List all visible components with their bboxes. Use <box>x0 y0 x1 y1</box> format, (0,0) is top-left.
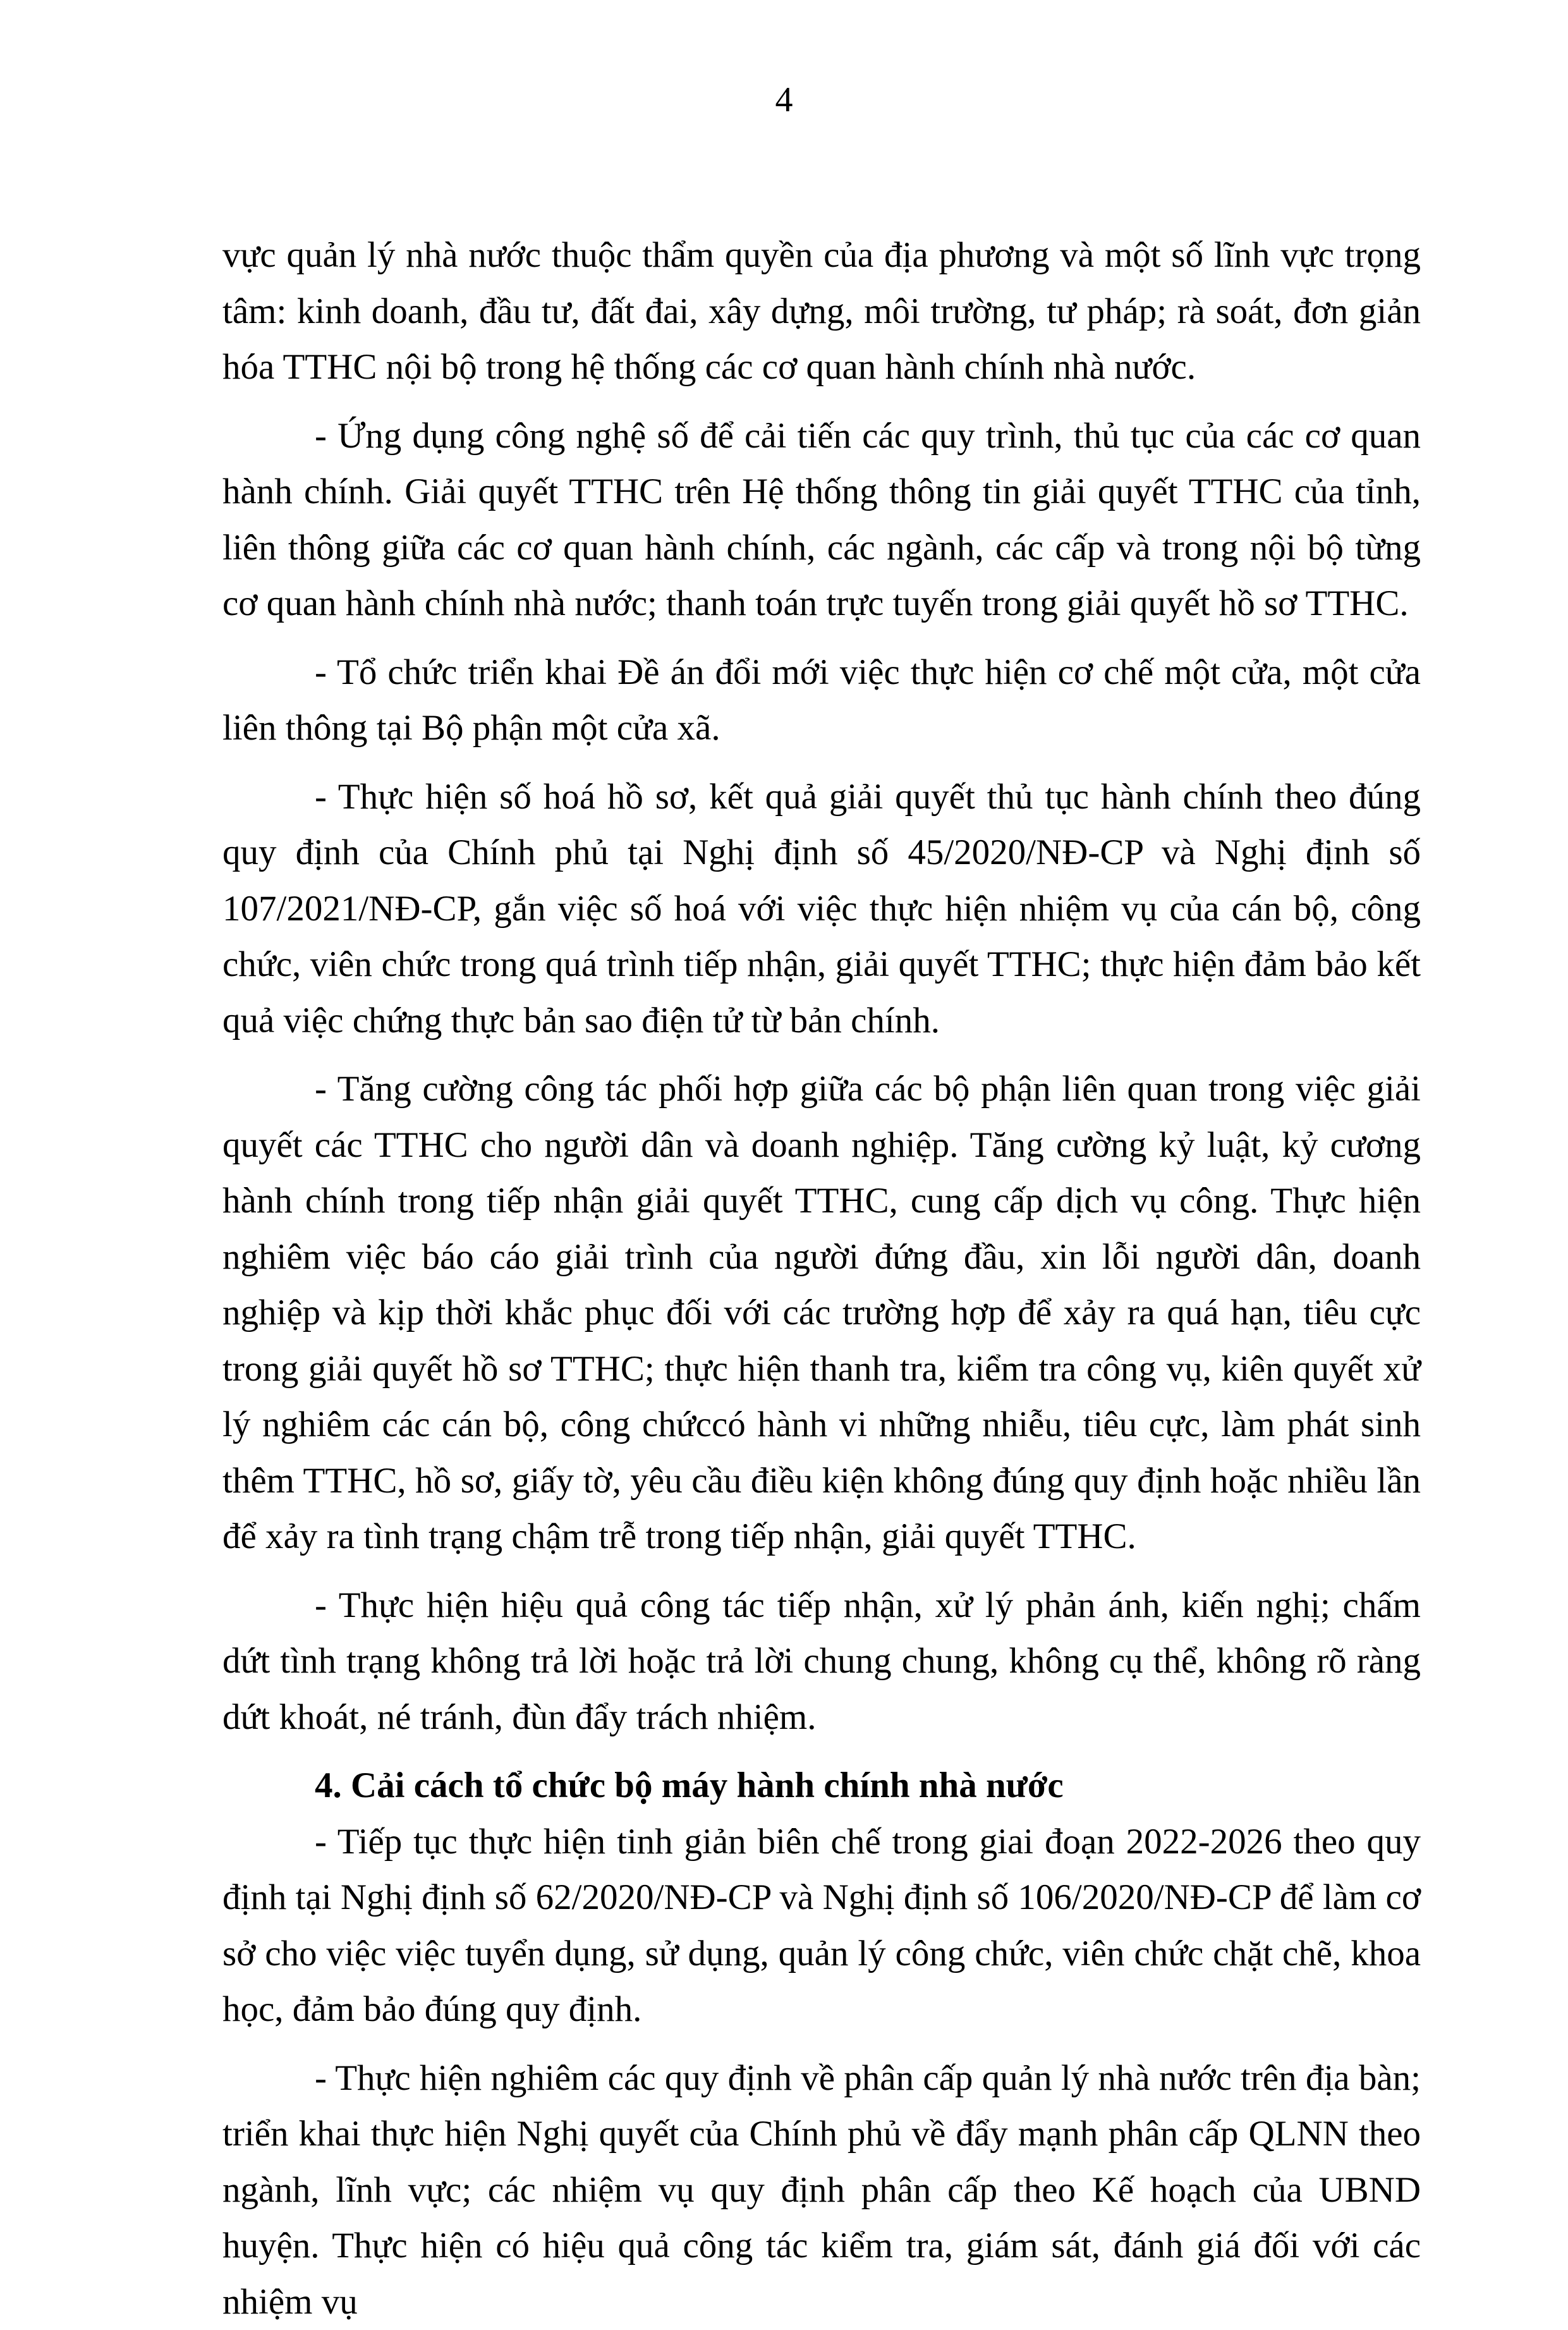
section-heading: 4. Cải cách tổ chức bộ máy hành chính nhà nước <box>222 1758 1421 1814</box>
paragraph-digitization: - Thực hiện số hoá hồ sơ, kết quả giải quyết thủ tục hành chính theo đúng quy định của Chính phủ tại Nghị định số 45/2020/NĐ-CP và Nghị định số 107/2021/NĐ-CP, gắn việc số hoá với việc thực hiện nhiệm vụ của cán bộ, công chức, viên chức trong quá trình tiếp nhận, giải quyết TTHC; thực hiện đảm bảo kết quả việc chứng thực bản sao điện tử từ bản chính. <box>222 769 1421 1049</box>
paragraph-digital-technology: - Ứng dụng công nghệ số để cải tiến các quy trình, thủ tục của các cơ quan hành chính. Giải quyết TTHC trên Hệ thống thông tin giải quyết TTHC của tỉnh, liên thông giữa các cơ quan hành chính, các ngành, các cấp và trong nội bộ từng cơ quan hành chính nhà nước; thanh toán trực tuyến trong giải quyết hồ sơ TTHC. <box>222 408 1421 632</box>
paragraph-one-stop-mechanism: - Tổ chức triển khai Đề án đổi mới việc thực hiện cơ chế một cửa, một cửa liên thông tại Bộ phận một cửa xã. <box>222 645 1421 757</box>
paragraph-feedback-handling: - Thực hiện hiệu quả công tác tiếp nhận, xử lý phản ánh, kiến nghị; chấm dứt tình trạng không trả lời hoặc trả lời chung chung, không cụ thể, không rõ ràng dứt khoát, né tránh, đùn đẩy trách nhiệm. <box>222 1578 1421 1746</box>
paragraph-coordination: - Tăng cường công tác phối hợp giữa các bộ phận liên quan trong việc giải quyết các TTHC cho người dân và doanh nghiệp. Tăng cường kỷ luật, kỷ cương hành chính trong tiếp nhận giải quyết TTHC, cung cấp dịch vụ công. Thực hiện nghiêm việc báo cáo giải trình của người đứng đầu, xin lỗi người dân, doanh nghiệp và kịp thời khắc phục đối với các trường hợp để xảy ra quá hạn, tiêu cực trong giải quyết hồ sơ TTHC; thực hiện thanh tra, kiểm tra công vụ, kiên quyết xử lý nghiêm các cán bộ, công chứccó hành vi những nhiễu, tiêu cực, làm phát sinh thêm TTHC, hồ sơ, giấy tờ, yêu cầu điều kiện không đúng quy định hoặc nhiều lần để xảy ra tình trạng chậm trễ trong tiếp nhận, giải quyết TTHC. <box>222 1061 1421 1565</box>
paragraph-continuation: vực quản lý nhà nước thuộc thẩm quyền của địa phương và một số lĩnh vực trọng tâm: kinh doanh, đầu tư, đất đai, xây dựng, môi trường, tư pháp; rà soát, đơn giản hóa TTHC nội bộ trong hệ thống các cơ quan hành chính nhà nước. <box>222 228 1421 396</box>
paragraph-staff-streamlining: - Tiếp tục thực hiện tinh giản biên chế trong giai đoạn 2022-2026 theo quy định tại Nghị định số 62/2020/NĐ-CP và Nghị định số 106/2020/NĐ-CP để làm cơ sở cho việc việc tuyển dụng, sử dụng, quản lý công chức, viên chức chặt chẽ, khoa học, đảm bảo đúng quy định. <box>222 1814 1421 2038</box>
page-number: 4 <box>0 75 1568 125</box>
paragraph-decentralization: - Thực hiện nghiêm các quy định về phân cấp quản lý nhà nước trên địa bàn; triển khai thực hiện Nghị quyết của Chính phủ về đẩy mạnh phân cấp QLNN theo ngành, lĩnh vực; các nhiệm vụ quy định phân cấp theo Kế hoạch của UBND huyện. Thực hiện có hiệu quả công tác kiểm tra, giám sát, đánh giá đối với các nhiệm vụ <box>222 2051 1421 2330</box>
document-body <box>222 228 1421 2330</box>
